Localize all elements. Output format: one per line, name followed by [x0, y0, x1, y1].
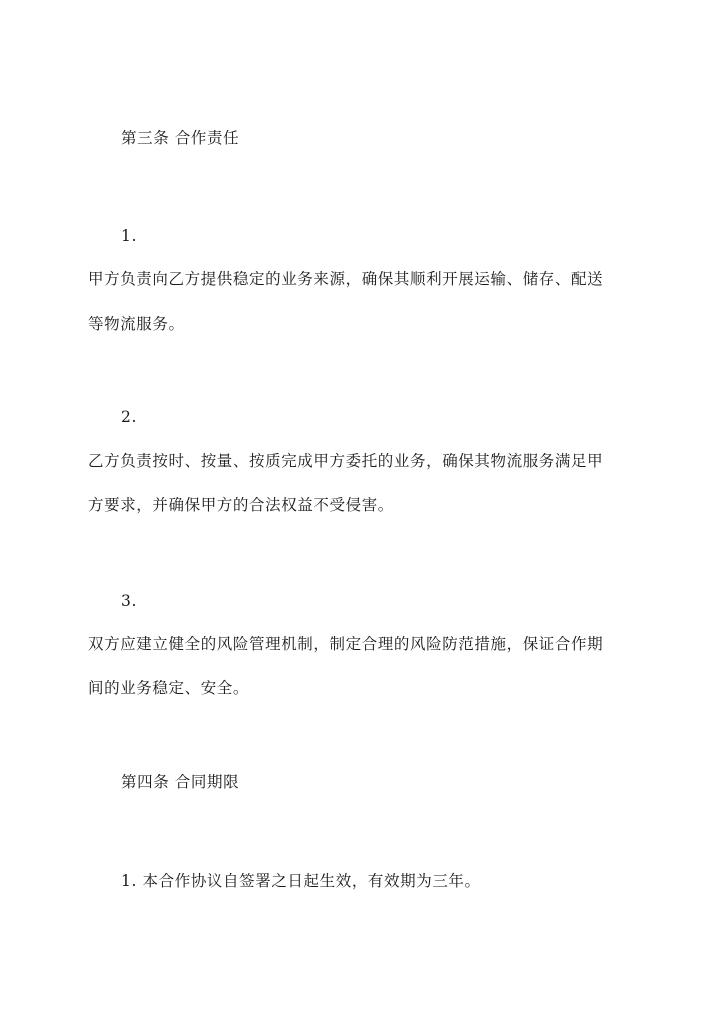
article-3-item-3-text-line-2: 间的业务稳定、安全。	[88, 679, 250, 697]
article-3-item-2-text-line-1: 乙方负责按时、按量、按质完成甲方委托的业务，确保其物流服务满足甲	[88, 452, 604, 470]
article-3-heading: 第三条 合作责任	[121, 129, 240, 147]
article-3-item-3-number: 3.	[121, 592, 137, 610]
article-3-item-2-text-line-2: 方要求，并确保甲方的合法权益不受侵害。	[88, 496, 394, 514]
article-4-heading: 第四条 合同期限	[121, 773, 240, 791]
article-3-item-3-text-line-1: 双方应建立健全的风险管理机制，制定合理的风险防范措施，保证合作期	[88, 635, 604, 653]
article-4-item-1-text: 1. 本合作协议自签署之日起生效，有效期为三年。	[121, 872, 481, 890]
article-3-item-1-text-line-2: 等物流服务。	[88, 315, 185, 333]
article-3-item-2-number: 2.	[121, 408, 137, 426]
article-3-item-1-text-line-1: 甲方负责向乙方提供稳定的业务来源，确保其顺利开展运输、储存、配送	[88, 270, 604, 288]
article-3-item-1-number: 1.	[121, 227, 137, 245]
